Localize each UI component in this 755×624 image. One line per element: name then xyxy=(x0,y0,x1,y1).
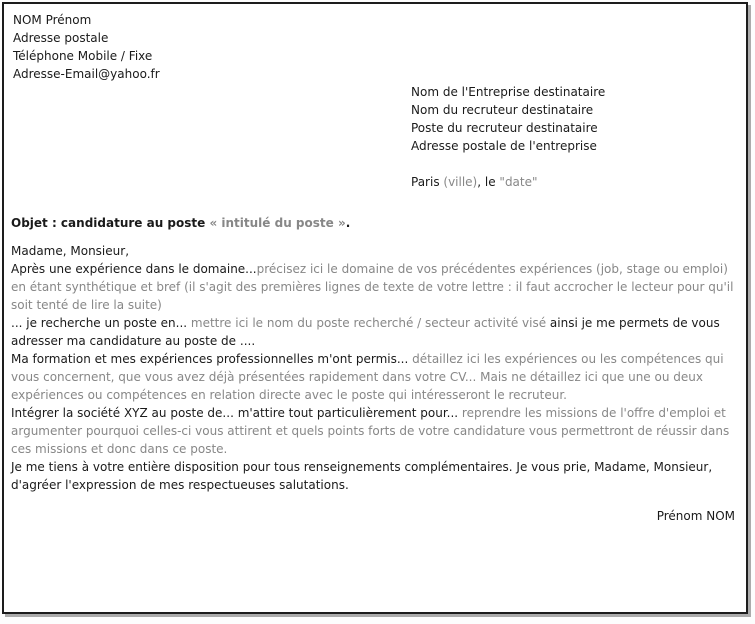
subject-period: . xyxy=(345,216,351,230)
paragraph-intro xyxy=(11,260,737,350)
recipient-company: Nom de l'Entreprise destinataire xyxy=(411,85,606,99)
intro-job-name-placeholder: mettre ici le nom du poste recherché / secteur activité visé xyxy=(190,316,550,330)
date-city: Paris xyxy=(411,175,444,189)
subject-line xyxy=(11,214,737,232)
sender-block xyxy=(13,11,737,83)
paragraph-motivation xyxy=(11,404,737,458)
paragraph-closing: Je me tiens à votre entière disposition pour tous renseignements complémentaires. Je vous prie, Madame, Monsieur, d'agréer l'expression de mes respectueuses salutations. xyxy=(11,460,713,492)
sender-postal-address: Adresse postale xyxy=(13,31,109,45)
recipient-recruiter-name: Nom du recruteur destinataire xyxy=(411,103,594,117)
motivation-guidance-placeholder: reprendre les missions de l'offre d'emploi et argumenter pourquoi celles-ci vous attirent et quels points forts de votre candidature vous permettront de réussir dans ces missions et donc dans ce poste. xyxy=(11,406,730,456)
signature: Prénom NOM xyxy=(656,509,735,523)
sender-email: Adresse-Email@yahoo.fr xyxy=(13,67,160,81)
date-line xyxy=(411,173,737,191)
motivation-opening-text: Intégrer la société XYZ au poste de... m'attire tout particulièrement pour... xyxy=(11,406,462,420)
subject-job-title-placeholder: « intitulé du poste » xyxy=(209,216,346,230)
intro-search-text: ... je recherche un poste en... xyxy=(11,316,191,330)
salutation: Madame, Monsieur, xyxy=(11,244,130,258)
formation-opening-text: Ma formation et mes expériences professionnelles m'ont permis... xyxy=(11,352,413,366)
sender-name: NOM Prénom xyxy=(13,13,92,27)
cover-letter-document xyxy=(2,2,748,614)
intro-opening-text: Après une expérience dans le domaine... xyxy=(11,262,257,276)
recipient-company-address: Adresse postale de l'entreprise xyxy=(411,139,597,153)
intro-application-text: ainsi je me permets de vous adresser ma candidature au poste de .... xyxy=(11,316,720,348)
date-city-placeholder: (ville) xyxy=(443,175,478,189)
subject-label: Objet : candidature au poste xyxy=(11,216,210,230)
date-placeholder: "date" xyxy=(499,175,538,189)
recipient-block xyxy=(411,83,737,155)
recipient-recruiter-title: Poste du recruteur destinataire xyxy=(411,121,598,135)
sender-phone: Téléphone Mobile / Fixe xyxy=(13,49,153,63)
formation-guidance-placeholder: détaillez ici les expériences ou les compétences qui vous concernent, que vous avez déjà présentées rapidement dans votre CV... Mais ne détaillez ici que une ou deux expériences ou compétences en relation directe avec le poste qui intéresseront le recruteur. xyxy=(11,352,724,402)
paragraph-formation xyxy=(11,350,737,404)
date-connector: , le xyxy=(477,175,500,189)
intro-guidance-placeholder: précisez ici le domaine de vos précédentes expériences (job, stage ou emploi) en étant synthétique et bref (il s'agit des premières lignes de texte de votre lettre : il faut accrocher le lecteur pour qu'il soit tenté de lire la suite) xyxy=(11,262,734,312)
